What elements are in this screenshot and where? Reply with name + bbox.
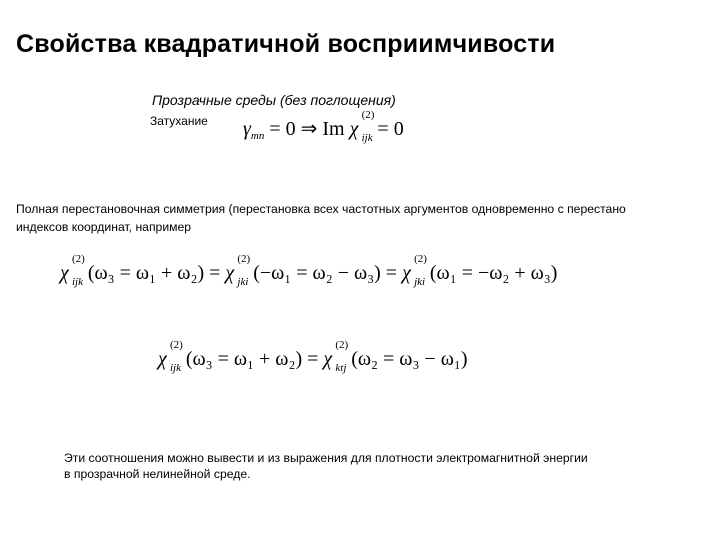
subtitle-transparent-media: Прозрачные среды (без поглощения) bbox=[152, 92, 396, 108]
damping-label: Затухание bbox=[150, 114, 208, 128]
args-a: (ω₃ = ω₁ + ω₂) bbox=[185, 348, 303, 370]
chi-order: (2) bbox=[361, 109, 375, 121]
args-b: (ω₂ = ω₃ − ω₁) bbox=[351, 348, 468, 370]
symmetry-formula-2 bbox=[158, 339, 468, 374]
equals-1: = bbox=[307, 348, 319, 370]
chi-term-c: χ (2) jki bbox=[402, 253, 427, 288]
gamma-symbol: γ bbox=[243, 118, 251, 140]
chi-term-a: χ (2) ijk bbox=[158, 339, 183, 374]
equals-zero-2: = 0 bbox=[377, 118, 404, 140]
args-b: (−ω₁ = ω₂ − ω₃) bbox=[253, 262, 381, 284]
chi-term-a: χ (2) ijk bbox=[60, 253, 85, 288]
chi-symbol: χ (2) ijk bbox=[349, 109, 375, 144]
chi-term-b: χ (2) jki bbox=[225, 253, 251, 288]
im-operator: Im bbox=[322, 118, 345, 140]
damping-formula bbox=[243, 109, 404, 144]
derivation-note bbox=[64, 450, 588, 482]
equals-1: = bbox=[209, 262, 221, 284]
args-c: (ω₁ = −ω₂ + ω₃) bbox=[429, 262, 558, 284]
paragraph-line-1: Полная перестановочная симметрия (перестановка всех частотных аргументов одновременно с перестано bbox=[16, 202, 626, 216]
note-line-1: Эти соотношения можно вывести и из выражения для плотности электромагнитной энергии bbox=[64, 451, 588, 465]
note-line-2: в прозрачной нелинейной среде. bbox=[64, 467, 251, 481]
equals-zero: = 0 bbox=[269, 118, 296, 140]
equals-2: = bbox=[385, 262, 398, 284]
paragraph-line-2: индексов координат, например bbox=[16, 220, 192, 234]
implies-symbol: ⇒ bbox=[300, 118, 318, 140]
symmetry-paragraph bbox=[16, 200, 720, 236]
chi-term-b: χ (2) ktj bbox=[323, 339, 349, 374]
symmetry-formula-1 bbox=[60, 253, 558, 288]
gamma-subscript: mn bbox=[250, 130, 265, 142]
slide-title: Свойства квадратичной восприимчивости bbox=[16, 30, 556, 58]
args-a: (ω₃ = ω₁ + ω₂) bbox=[87, 262, 205, 284]
chi-indices: ijk bbox=[361, 132, 373, 144]
